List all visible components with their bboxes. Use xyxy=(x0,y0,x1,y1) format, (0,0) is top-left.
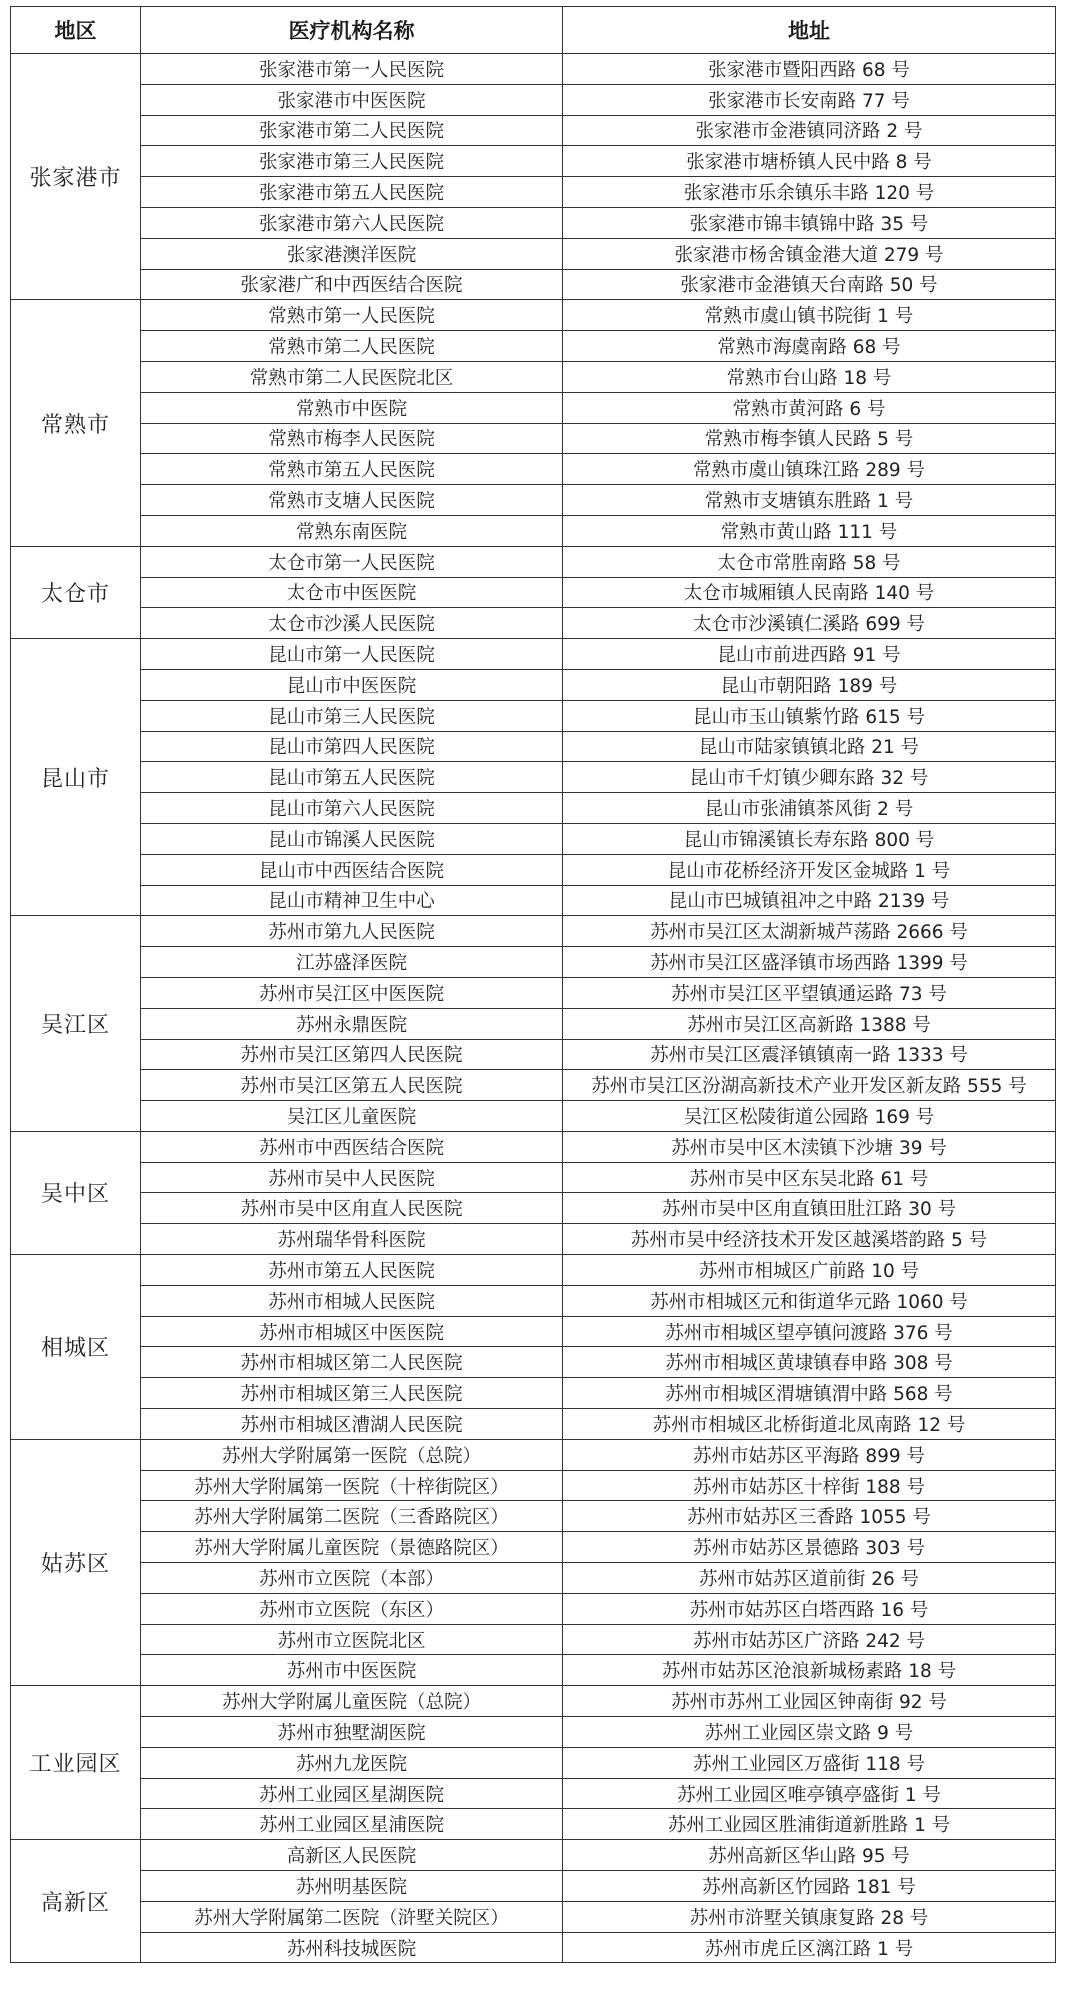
table-row xyxy=(11,947,1056,978)
table-row xyxy=(11,1501,1056,1532)
institution-name-cell: 常熟市支塘人民医院 xyxy=(141,485,563,516)
institution-name-cell: 苏州科技城医院 xyxy=(141,1932,563,1963)
table-row xyxy=(11,454,1056,485)
table-row xyxy=(11,1778,1056,1809)
institution-name-cell: 苏州九龙医院 xyxy=(141,1747,563,1778)
table-row xyxy=(11,1131,1056,1162)
table-row xyxy=(11,577,1056,608)
table-row xyxy=(11,700,1056,731)
table-row xyxy=(11,1840,1056,1871)
table-row xyxy=(11,977,1056,1008)
institution-name-cell: 常熟市第五人民医院 xyxy=(141,454,563,485)
address-cell: 昆山市千灯镇少卿东路 32 号 xyxy=(563,762,1056,793)
table-row xyxy=(11,1932,1056,1963)
institution-name-cell: 昆山市第五人民医院 xyxy=(141,762,563,793)
region-cell: 昆山市 xyxy=(11,639,141,916)
header-address: 地址 xyxy=(563,7,1056,54)
address-cell: 常熟市支塘镇东胜路 1 号 xyxy=(563,485,1056,516)
address-cell: 苏州工业园区万盛街 118 号 xyxy=(563,1747,1056,1778)
address-cell: 常熟市台山路 18 号 xyxy=(563,361,1056,392)
institution-name-cell: 苏州市相城区中医医院 xyxy=(141,1316,563,1347)
address-cell: 苏州市姑苏区广济路 242 号 xyxy=(563,1624,1056,1655)
table-row xyxy=(11,854,1056,885)
table-row xyxy=(11,731,1056,762)
address-cell: 苏州高新区竹园路 181 号 xyxy=(563,1871,1056,1902)
table-row xyxy=(11,546,1056,577)
table-row xyxy=(11,1101,1056,1132)
table-row xyxy=(11,762,1056,793)
table-row xyxy=(11,1193,1056,1224)
institution-name-cell: 昆山市精神卫生中心 xyxy=(141,885,563,916)
table-row xyxy=(11,331,1056,362)
table-row xyxy=(11,146,1056,177)
table-row xyxy=(11,361,1056,392)
institution-name-cell: 苏州大学附属第二医院（三香路院区） xyxy=(141,1501,563,1532)
region-cell: 吴中区 xyxy=(11,1131,141,1254)
address-cell: 苏州市吴江区汾湖高新技术产业开发区新友路 555 号 xyxy=(563,1070,1056,1101)
institution-name-cell: 苏州市相城人民医院 xyxy=(141,1285,563,1316)
institution-name-cell: 苏州市第五人民医院 xyxy=(141,1255,563,1286)
table-row xyxy=(11,823,1056,854)
address-cell: 苏州市姑苏区三香路 1055 号 xyxy=(563,1501,1056,1532)
institution-name-cell: 苏州工业园区星湖医院 xyxy=(141,1778,563,1809)
institution-name-cell: 苏州市相城区第二人民医院 xyxy=(141,1347,563,1378)
table-row xyxy=(11,1655,1056,1686)
institution-name-cell: 常熟市第一人民医院 xyxy=(141,300,563,331)
address-cell: 昆山市巴城镇祖冲之中路 2139 号 xyxy=(563,885,1056,916)
address-cell: 苏州工业园区胜浦街道新胜路 1 号 xyxy=(563,1809,1056,1840)
address-cell: 张家港市暨阳西路 68 号 xyxy=(563,54,1056,85)
address-cell: 苏州市苏州工业园区钟南街 92 号 xyxy=(563,1686,1056,1717)
region-cell: 高新区 xyxy=(11,1840,141,1963)
table-row xyxy=(11,1255,1056,1286)
address-cell: 苏州市吴中经济技术开发区越溪塔韵路 5 号 xyxy=(563,1224,1056,1255)
institution-name-cell: 昆山市中医医院 xyxy=(141,669,563,700)
address-cell: 苏州高新区华山路 95 号 xyxy=(563,1840,1056,1871)
table-row xyxy=(11,1378,1056,1409)
address-cell: 昆山市玉山镇紫竹路 615 号 xyxy=(563,700,1056,731)
table-row xyxy=(11,1439,1056,1470)
table-row xyxy=(11,885,1056,916)
region-cell: 相城区 xyxy=(11,1255,141,1440)
institution-name-cell: 苏州大学附属儿童医院（景德路院区） xyxy=(141,1532,563,1563)
institution-name-cell: 张家港市第一人民医院 xyxy=(141,54,563,85)
region-cell: 工业园区 xyxy=(11,1686,141,1840)
table-row xyxy=(11,1747,1056,1778)
address-cell: 常熟市虞山镇书院街 1 号 xyxy=(563,300,1056,331)
header-row xyxy=(11,7,1056,54)
address-cell: 昆山市陆家镇镇北路 21 号 xyxy=(563,731,1056,762)
institution-name-cell: 苏州市吴江区第四人民医院 xyxy=(141,1039,563,1070)
institution-name-cell: 常熟市第二人民医院 xyxy=(141,331,563,362)
institution-name-cell: 苏州大学附属第一医院（总院） xyxy=(141,1439,563,1470)
address-cell: 苏州市吴中区东吴北路 61 号 xyxy=(563,1162,1056,1193)
address-cell: 苏州市姑苏区白塔西路 16 号 xyxy=(563,1593,1056,1624)
table-row xyxy=(11,1039,1056,1070)
address-cell: 苏州市吴江区平望镇通运路 73 号 xyxy=(563,977,1056,1008)
table-row xyxy=(11,84,1056,115)
institution-name-cell: 苏州市相城区漕湖人民医院 xyxy=(141,1409,563,1440)
address-cell: 苏州市相城区元和街道华元路 1060 号 xyxy=(563,1285,1056,1316)
table-body xyxy=(11,54,1056,1963)
institution-name-cell: 张家港市中医医院 xyxy=(141,84,563,115)
address-cell: 苏州工业园区唯亭镇亭盛街 1 号 xyxy=(563,1778,1056,1809)
institution-name-cell: 江苏盛泽医院 xyxy=(141,947,563,978)
institution-name-cell: 昆山市第三人民医院 xyxy=(141,700,563,731)
table-row xyxy=(11,485,1056,516)
institution-name-cell: 常熟市梅李人民医院 xyxy=(141,423,563,454)
address-cell: 昆山市张浦镇茶风街 2 号 xyxy=(563,793,1056,824)
table-row xyxy=(11,1532,1056,1563)
institution-name-cell: 昆山市第一人民医院 xyxy=(141,639,563,670)
institution-name-cell: 苏州市吴江区第五人民医院 xyxy=(141,1070,563,1101)
address-cell: 常熟市梅李镇人民路 5 号 xyxy=(563,423,1056,454)
table-row xyxy=(11,238,1056,269)
region-cell: 吴江区 xyxy=(11,916,141,1132)
institution-name-cell: 苏州明基医院 xyxy=(141,1871,563,1902)
address-cell: 苏州工业园区崇文路 9 号 xyxy=(563,1717,1056,1748)
table-row xyxy=(11,300,1056,331)
institution-name-cell: 太仓市中医医院 xyxy=(141,577,563,608)
address-cell: 张家港市金港镇天台南路 50 号 xyxy=(563,269,1056,300)
institution-name-cell: 苏州市吴中人民医院 xyxy=(141,1162,563,1193)
address-cell: 苏州市吴江区盛泽镇市场西路 1399 号 xyxy=(563,947,1056,978)
address-cell: 苏州市虎丘区漓江路 1 号 xyxy=(563,1932,1056,1963)
table-row xyxy=(11,1470,1056,1501)
address-cell: 常熟市虞山镇珠江路 289 号 xyxy=(563,454,1056,485)
address-cell: 苏州市相城区广前路 10 号 xyxy=(563,1255,1056,1286)
hospital-table xyxy=(10,6,1056,1963)
institution-name-cell: 苏州瑞华骨科医院 xyxy=(141,1224,563,1255)
table-row xyxy=(11,423,1056,454)
address-cell: 太仓市常胜南路 58 号 xyxy=(563,546,1056,577)
institution-name-cell: 昆山市锦溪人民医院 xyxy=(141,823,563,854)
address-cell: 张家港市乐余镇乐丰路 120 号 xyxy=(563,177,1056,208)
institution-name-cell: 高新区人民医院 xyxy=(141,1840,563,1871)
institution-name-cell: 吴江区儿童医院 xyxy=(141,1101,563,1132)
region-cell: 姑苏区 xyxy=(11,1439,141,1685)
address-cell: 张家港市杨舍镇金港大道 279 号 xyxy=(563,238,1056,269)
address-cell: 苏州市姑苏区道前街 26 号 xyxy=(563,1563,1056,1594)
address-cell: 苏州市相城区望亭镇问渡路 376 号 xyxy=(563,1316,1056,1347)
hospital-table-container xyxy=(10,6,1055,1963)
institution-name-cell: 昆山市第四人民医院 xyxy=(141,731,563,762)
address-cell: 张家港市金港镇同济路 2 号 xyxy=(563,115,1056,146)
address-cell: 苏州市相城区渭塘镇渭中路 568 号 xyxy=(563,1378,1056,1409)
address-cell: 苏州市姑苏区沧浪新城杨素路 18 号 xyxy=(563,1655,1056,1686)
address-cell: 苏州市吴江区太湖新城芦荡路 2666 号 xyxy=(563,916,1056,947)
address-cell: 常熟市海虞南路 68 号 xyxy=(563,331,1056,362)
table-row xyxy=(11,392,1056,423)
institution-name-cell: 苏州市独墅湖医院 xyxy=(141,1717,563,1748)
address-cell: 常熟市黄河路 6 号 xyxy=(563,392,1056,423)
table-row xyxy=(11,1686,1056,1717)
table-row xyxy=(11,1871,1056,1902)
institution-name-cell: 苏州永鼎医院 xyxy=(141,1008,563,1039)
institution-name-cell: 太仓市第一人民医院 xyxy=(141,546,563,577)
table-row xyxy=(11,1717,1056,1748)
table-row xyxy=(11,1593,1056,1624)
institution-name-cell: 苏州市相城区第三人民医院 xyxy=(141,1378,563,1409)
address-cell: 昆山市前进西路 91 号 xyxy=(563,639,1056,670)
table-row xyxy=(11,1901,1056,1932)
table-row xyxy=(11,916,1056,947)
table-row xyxy=(11,669,1056,700)
table-row xyxy=(11,1624,1056,1655)
institution-name-cell: 昆山市中西医结合医院 xyxy=(141,854,563,885)
institution-name-cell: 张家港市第二人民医院 xyxy=(141,115,563,146)
table-row xyxy=(11,1809,1056,1840)
institution-name-cell: 常熟东南医院 xyxy=(141,515,563,546)
table-row xyxy=(11,608,1056,639)
table-row xyxy=(11,1162,1056,1193)
table-header xyxy=(11,7,1056,54)
institution-name-cell: 张家港澳洋医院 xyxy=(141,238,563,269)
address-cell: 太仓市城厢镇人民南路 140 号 xyxy=(563,577,1056,608)
institution-name-cell: 苏州大学附属第二医院（浒墅关院区） xyxy=(141,1901,563,1932)
institution-name-cell: 苏州工业园区星浦医院 xyxy=(141,1809,563,1840)
institution-name-cell: 苏州市中西医结合医院 xyxy=(141,1131,563,1162)
address-cell: 昆山市朝阳路 189 号 xyxy=(563,669,1056,700)
institution-name-cell: 常熟市第二人民医院北区 xyxy=(141,361,563,392)
header-institution-name: 医疗机构名称 xyxy=(141,7,563,54)
institution-name-cell: 苏州市吴中区甪直人民医院 xyxy=(141,1193,563,1224)
address-cell: 苏州市姑苏区十梓街 188 号 xyxy=(563,1470,1056,1501)
table-row xyxy=(11,54,1056,85)
address-cell: 常熟市黄山路 111 号 xyxy=(563,515,1056,546)
institution-name-cell: 张家港市第五人民医院 xyxy=(141,177,563,208)
address-cell: 太仓市沙溪镇仁溪路 699 号 xyxy=(563,608,1056,639)
address-cell: 苏州市吴江区震泽镇镇南一路 1333 号 xyxy=(563,1039,1056,1070)
address-cell: 吴江区松陵街道公园路 169 号 xyxy=(563,1101,1056,1132)
institution-name-cell: 苏州市立医院北区 xyxy=(141,1624,563,1655)
institution-name-cell: 张家港市第三人民医院 xyxy=(141,146,563,177)
table-row xyxy=(11,1285,1056,1316)
institution-name-cell: 昆山市第六人民医院 xyxy=(141,793,563,824)
institution-name-cell: 张家港广和中西医结合医院 xyxy=(141,269,563,300)
table-row xyxy=(11,115,1056,146)
address-cell: 张家港市长安南路 77 号 xyxy=(563,84,1056,115)
address-cell: 张家港市锦丰镇锦中路 35 号 xyxy=(563,207,1056,238)
address-cell: 苏州市吴江区高新路 1388 号 xyxy=(563,1008,1056,1039)
address-cell: 苏州市姑苏区景德路 303 号 xyxy=(563,1532,1056,1563)
table-row xyxy=(11,1008,1056,1039)
table-row xyxy=(11,1316,1056,1347)
table-row xyxy=(11,515,1056,546)
table-row xyxy=(11,207,1056,238)
address-cell: 苏州市浒墅关镇康复路 28 号 xyxy=(563,1901,1056,1932)
institution-name-cell: 常熟市中医院 xyxy=(141,392,563,423)
table-row xyxy=(11,639,1056,670)
address-cell: 苏州市吴中区甪直镇田肚江路 30 号 xyxy=(563,1193,1056,1224)
institution-name-cell: 苏州大学附属第一医院（十梓街院区） xyxy=(141,1470,563,1501)
institution-name-cell: 太仓市沙溪人民医院 xyxy=(141,608,563,639)
table-row xyxy=(11,1224,1056,1255)
institution-name-cell: 苏州市立医院（本部） xyxy=(141,1563,563,1594)
table-row xyxy=(11,1409,1056,1440)
address-cell: 张家港市塘桥镇人民中路 8 号 xyxy=(563,146,1056,177)
table-row xyxy=(11,793,1056,824)
address-cell: 苏州市姑苏区平海路 899 号 xyxy=(563,1439,1056,1470)
table-row xyxy=(11,269,1056,300)
region-cell: 张家港市 xyxy=(11,54,141,300)
institution-name-cell: 苏州市立医院（东区） xyxy=(141,1593,563,1624)
table-row xyxy=(11,1563,1056,1594)
institution-name-cell: 苏州市吴江区中医医院 xyxy=(141,977,563,1008)
table-row xyxy=(11,1347,1056,1378)
header-region: 地区 xyxy=(11,7,141,54)
institution-name-cell: 苏州市中医医院 xyxy=(141,1655,563,1686)
address-cell: 昆山市花桥经济开发区金城路 1 号 xyxy=(563,854,1056,885)
address-cell: 苏州市吴中区木渎镇下沙塘 39 号 xyxy=(563,1131,1056,1162)
institution-name-cell: 张家港市第六人民医院 xyxy=(141,207,563,238)
address-cell: 苏州市相城区北桥街道北凤南路 12 号 xyxy=(563,1409,1056,1440)
region-cell: 常熟市 xyxy=(11,300,141,546)
table-row xyxy=(11,1070,1056,1101)
institution-name-cell: 苏州大学附属儿童医院（总院） xyxy=(141,1686,563,1717)
address-cell: 苏州市相城区黄埭镇春申路 308 号 xyxy=(563,1347,1056,1378)
institution-name-cell: 苏州市第九人民医院 xyxy=(141,916,563,947)
table-row xyxy=(11,177,1056,208)
address-cell: 昆山市锦溪镇长寿东路 800 号 xyxy=(563,823,1056,854)
region-cell: 太仓市 xyxy=(11,546,141,638)
